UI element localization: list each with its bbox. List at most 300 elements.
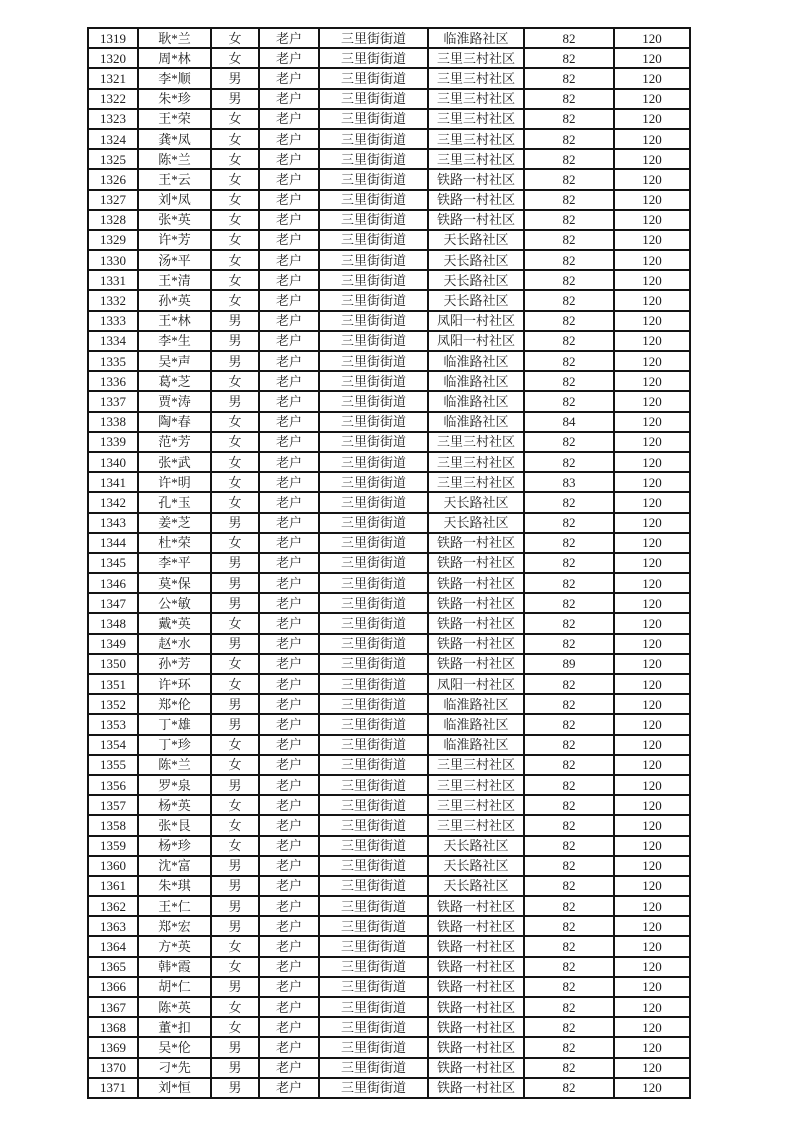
table-cell: 83 xyxy=(524,472,614,492)
table-cell: 三里街街道 xyxy=(319,876,428,896)
table-cell: 82 xyxy=(524,129,614,149)
table-row xyxy=(88,775,690,795)
table-cell: 三里街街道 xyxy=(319,654,428,674)
table-cell: 120 xyxy=(614,270,690,290)
table-cell: 天长路社区 xyxy=(428,836,524,856)
table-cell: 临淮路社区 xyxy=(428,412,524,432)
table-cell: 三里街街道 xyxy=(319,331,428,351)
table-cell: 120 xyxy=(614,371,690,391)
table-cell: 120 xyxy=(614,573,690,593)
table-cell: 老户 xyxy=(259,896,319,916)
table-cell: 老户 xyxy=(259,735,319,755)
table-row xyxy=(88,48,690,68)
table-cell: 老户 xyxy=(259,250,319,270)
table-cell: 82 xyxy=(524,573,614,593)
table-cell: 三里三村社区 xyxy=(428,432,524,452)
table-cell: 老户 xyxy=(259,472,319,492)
table-cell: 老户 xyxy=(259,351,319,371)
table-cell: 临淮路社区 xyxy=(428,735,524,755)
table-cell: 男 xyxy=(211,856,259,876)
table-cell: 82 xyxy=(524,1017,614,1037)
table-row xyxy=(88,694,690,714)
table-cell: 三里街街道 xyxy=(319,735,428,755)
table-cell: 罗*泉 xyxy=(138,775,211,795)
table-cell: 李*平 xyxy=(138,553,211,573)
table-cell: 1336 xyxy=(88,371,138,391)
table-cell: 三里街街道 xyxy=(319,957,428,977)
table-cell: 82 xyxy=(524,593,614,613)
table-row xyxy=(88,190,690,210)
table-cell: 铁路一村社区 xyxy=(428,1017,524,1037)
table-cell: 82 xyxy=(524,977,614,997)
table-cell: 女 xyxy=(211,795,259,815)
table-cell: 老户 xyxy=(259,613,319,633)
table-cell: 1319 xyxy=(88,28,138,48)
table-cell: 老户 xyxy=(259,270,319,290)
table-cell: 女 xyxy=(211,48,259,68)
table-cell: 老户 xyxy=(259,553,319,573)
table-cell: 三里街街道 xyxy=(319,1017,428,1037)
table-cell: 120 xyxy=(614,957,690,977)
table-cell: 女 xyxy=(211,936,259,956)
table-cell: 老户 xyxy=(259,936,319,956)
table-cell: 老户 xyxy=(259,654,319,674)
table-cell: 120 xyxy=(614,472,690,492)
table-cell: 120 xyxy=(614,89,690,109)
table-cell: 三里街街道 xyxy=(319,977,428,997)
table-cell: 82 xyxy=(524,331,614,351)
table-cell: 男 xyxy=(211,1037,259,1057)
table-cell: 1325 xyxy=(88,149,138,169)
table-cell: 铁路一村社区 xyxy=(428,190,524,210)
table-cell: 老户 xyxy=(259,634,319,654)
table-row xyxy=(88,714,690,734)
table-cell: 120 xyxy=(614,68,690,88)
table-cell: 120 xyxy=(614,230,690,250)
table-cell: 三里街街道 xyxy=(319,109,428,129)
table-cell: 老户 xyxy=(259,412,319,432)
table-cell: 82 xyxy=(524,735,614,755)
table-cell: 82 xyxy=(524,89,614,109)
table-cell: 三里街街道 xyxy=(319,89,428,109)
table-cell: 1363 xyxy=(88,916,138,936)
table-cell: 三里街街道 xyxy=(319,412,428,432)
table-cell: 1357 xyxy=(88,795,138,815)
table-row xyxy=(88,553,690,573)
table-cell: 82 xyxy=(524,997,614,1017)
table-cell: 1366 xyxy=(88,977,138,997)
table-cell: 三里街街道 xyxy=(319,714,428,734)
table-cell: 82 xyxy=(524,916,614,936)
table-cell: 男 xyxy=(211,775,259,795)
table-cell: 82 xyxy=(524,250,614,270)
table-cell: 120 xyxy=(614,28,690,48)
table-cell: 三里街街道 xyxy=(319,230,428,250)
table-cell: 老户 xyxy=(259,371,319,391)
table-cell: 三里街街道 xyxy=(319,674,428,694)
table-cell: 郑*宏 xyxy=(138,916,211,936)
table-cell: 三里街街道 xyxy=(319,48,428,68)
table-cell: 女 xyxy=(211,674,259,694)
table-row xyxy=(88,250,690,270)
table-cell: 女 xyxy=(211,472,259,492)
table-row xyxy=(88,210,690,230)
table-cell: 刁*先 xyxy=(138,1058,211,1078)
table-cell: 三里街街道 xyxy=(319,129,428,149)
table-cell: 李*顺 xyxy=(138,68,211,88)
table-cell: 1327 xyxy=(88,190,138,210)
table-cell: 方*英 xyxy=(138,936,211,956)
table-row xyxy=(88,290,690,310)
table-cell: 女 xyxy=(211,492,259,512)
table-row xyxy=(88,735,690,755)
table-cell: 1364 xyxy=(88,936,138,956)
table-cell: 女 xyxy=(211,836,259,856)
table-cell: 杨*英 xyxy=(138,795,211,815)
table-cell: 男 xyxy=(211,331,259,351)
resident-roster-table xyxy=(87,27,691,1099)
table-cell: 老户 xyxy=(259,714,319,734)
table-cell: 老户 xyxy=(259,573,319,593)
table-row xyxy=(88,997,690,1017)
table-cell: 老户 xyxy=(259,129,319,149)
table-cell: 82 xyxy=(524,351,614,371)
table-cell: 男 xyxy=(211,513,259,533)
table-cell: 82 xyxy=(524,68,614,88)
table-row xyxy=(88,916,690,936)
table-cell: 临淮路社区 xyxy=(428,694,524,714)
table-row xyxy=(88,452,690,472)
table-cell: 120 xyxy=(614,169,690,189)
table-cell: 三里街街道 xyxy=(319,311,428,331)
table-cell: 1359 xyxy=(88,836,138,856)
table-cell: 三里街街道 xyxy=(319,492,428,512)
table-row xyxy=(88,270,690,290)
table-cell: 龚*凤 xyxy=(138,129,211,149)
table-cell: 82 xyxy=(524,553,614,573)
table-cell: 1348 xyxy=(88,613,138,633)
table-cell: 老户 xyxy=(259,89,319,109)
table-cell: 老户 xyxy=(259,311,319,331)
table-cell: 1353 xyxy=(88,714,138,734)
table-cell: 120 xyxy=(614,694,690,714)
table-cell: 女 xyxy=(211,432,259,452)
table-cell: 铁路一村社区 xyxy=(428,1078,524,1098)
table-cell: 82 xyxy=(524,634,614,654)
table-cell: 天长路社区 xyxy=(428,270,524,290)
table-cell: 1320 xyxy=(88,48,138,68)
table-cell: 1332 xyxy=(88,290,138,310)
table-cell: 朱*珍 xyxy=(138,89,211,109)
table-cell: 天长路社区 xyxy=(428,250,524,270)
table-cell: 1334 xyxy=(88,331,138,351)
table-cell: 120 xyxy=(614,634,690,654)
table-cell: 男 xyxy=(211,1058,259,1078)
table-cell: 胡*仁 xyxy=(138,977,211,997)
table-cell: 89 xyxy=(524,654,614,674)
table-cell: 三里街街道 xyxy=(319,432,428,452)
table-cell: 120 xyxy=(614,412,690,432)
table-cell: 82 xyxy=(524,836,614,856)
table-cell: 120 xyxy=(614,755,690,775)
table-cell: 女 xyxy=(211,129,259,149)
table-cell: 老户 xyxy=(259,190,319,210)
table-cell: 1328 xyxy=(88,210,138,230)
table-cell: 老户 xyxy=(259,28,319,48)
table-cell: 女 xyxy=(211,230,259,250)
table-cell: 1326 xyxy=(88,169,138,189)
table-cell: 82 xyxy=(524,795,614,815)
table-cell: 120 xyxy=(614,109,690,129)
table-cell: 老户 xyxy=(259,674,319,694)
table-row xyxy=(88,573,690,593)
table-cell: 1360 xyxy=(88,856,138,876)
table-row xyxy=(88,1037,690,1057)
table-cell: 老户 xyxy=(259,1017,319,1037)
table-row xyxy=(88,836,690,856)
table-cell: 姜*芝 xyxy=(138,513,211,533)
table-cell: 120 xyxy=(614,331,690,351)
table-cell: 老户 xyxy=(259,513,319,533)
table-cell: 82 xyxy=(524,48,614,68)
table-cell: 120 xyxy=(614,735,690,755)
table-cell: 82 xyxy=(524,1037,614,1057)
table-cell: 三里街街道 xyxy=(319,169,428,189)
table-cell: 铁路一村社区 xyxy=(428,1037,524,1057)
table-cell: 1370 xyxy=(88,1058,138,1078)
table-cell: 三里街街道 xyxy=(319,553,428,573)
table-cell: 李*生 xyxy=(138,331,211,351)
table-row xyxy=(88,351,690,371)
table-cell: 82 xyxy=(524,190,614,210)
table-row xyxy=(88,371,690,391)
table-cell: 天长路社区 xyxy=(428,876,524,896)
table-row xyxy=(88,896,690,916)
table-cell: 铁路一村社区 xyxy=(428,936,524,956)
table-cell: 82 xyxy=(524,290,614,310)
table-cell: 天长路社区 xyxy=(428,492,524,512)
table-cell: 女 xyxy=(211,149,259,169)
table-cell: 老户 xyxy=(259,391,319,411)
table-cell: 老户 xyxy=(259,149,319,169)
table-cell: 三里街街道 xyxy=(319,916,428,936)
table-cell: 公*敏 xyxy=(138,593,211,613)
table-cell: 120 xyxy=(614,48,690,68)
table-cell: 1324 xyxy=(88,129,138,149)
table-row xyxy=(88,230,690,250)
table-cell: 120 xyxy=(614,190,690,210)
table-cell: 1335 xyxy=(88,351,138,371)
table-cell: 82 xyxy=(524,492,614,512)
table-cell: 1369 xyxy=(88,1037,138,1057)
table-cell: 1367 xyxy=(88,997,138,1017)
table-row xyxy=(88,412,690,432)
table-cell: 120 xyxy=(614,795,690,815)
table-cell: 女 xyxy=(211,815,259,835)
table-cell: 三里三村社区 xyxy=(428,109,524,129)
table-row xyxy=(88,149,690,169)
table-row xyxy=(88,391,690,411)
table-cell: 120 xyxy=(614,432,690,452)
table-cell: 董*扣 xyxy=(138,1017,211,1037)
table-cell: 刘*恒 xyxy=(138,1078,211,1098)
table-cell: 老户 xyxy=(259,48,319,68)
table-row xyxy=(88,472,690,492)
table-cell: 82 xyxy=(524,1058,614,1078)
table-cell: 1329 xyxy=(88,230,138,250)
table-cell: 女 xyxy=(211,270,259,290)
table-cell: 葛*芝 xyxy=(138,371,211,391)
table-cell: 老户 xyxy=(259,290,319,310)
table-row xyxy=(88,129,690,149)
table-cell: 杨*珍 xyxy=(138,836,211,856)
table-cell: 82 xyxy=(524,109,614,129)
table-row xyxy=(88,795,690,815)
table-cell: 女 xyxy=(211,1017,259,1037)
table-cell: 老户 xyxy=(259,492,319,512)
table-cell: 老户 xyxy=(259,997,319,1017)
table-cell: 三里街街道 xyxy=(319,351,428,371)
table-cell: 三里街街道 xyxy=(319,513,428,533)
table-cell: 凤阳一村社区 xyxy=(428,674,524,694)
table-cell: 临淮路社区 xyxy=(428,351,524,371)
table-cell: 老户 xyxy=(259,452,319,472)
table-cell: 1351 xyxy=(88,674,138,694)
table-cell: 120 xyxy=(614,654,690,674)
table-cell: 女 xyxy=(211,654,259,674)
table-cell: 三里街街道 xyxy=(319,1037,428,1057)
table-cell: 82 xyxy=(524,613,614,633)
table-cell: 1356 xyxy=(88,775,138,795)
table-cell: 铁路一村社区 xyxy=(428,210,524,230)
table-cell: 三里街街道 xyxy=(319,391,428,411)
table-cell: 老户 xyxy=(259,230,319,250)
table-row xyxy=(88,109,690,129)
table-cell: 1340 xyxy=(88,452,138,472)
table-cell: 三里街街道 xyxy=(319,149,428,169)
table-cell: 三里三村社区 xyxy=(428,129,524,149)
table-cell: 铁路一村社区 xyxy=(428,593,524,613)
table-cell: 女 xyxy=(211,210,259,230)
table-cell: 120 xyxy=(614,129,690,149)
table-cell: 三里三村社区 xyxy=(428,48,524,68)
table-cell: 120 xyxy=(614,896,690,916)
table-row xyxy=(88,613,690,633)
table-cell: 丁*珍 xyxy=(138,735,211,755)
table-cell: 天长路社区 xyxy=(428,230,524,250)
table-cell: 铁路一村社区 xyxy=(428,533,524,553)
table-cell: 女 xyxy=(211,755,259,775)
table-cell: 120 xyxy=(614,290,690,310)
table-row xyxy=(88,674,690,694)
table-cell: 1362 xyxy=(88,896,138,916)
table-cell: 孙*英 xyxy=(138,290,211,310)
table-cell: 临淮路社区 xyxy=(428,714,524,734)
table-cell: 铁路一村社区 xyxy=(428,916,524,936)
table-cell: 1365 xyxy=(88,957,138,977)
table-cell: 120 xyxy=(614,513,690,533)
table-cell: 女 xyxy=(211,957,259,977)
table-cell: 周*林 xyxy=(138,48,211,68)
table-cell: 朱*琪 xyxy=(138,876,211,896)
table-cell: 老户 xyxy=(259,331,319,351)
table-cell: 女 xyxy=(211,290,259,310)
table-cell: 许*明 xyxy=(138,472,211,492)
table-cell: 120 xyxy=(614,815,690,835)
table-cell: 82 xyxy=(524,815,614,835)
table-cell: 男 xyxy=(211,876,259,896)
table-cell: 82 xyxy=(524,694,614,714)
table-cell: 郑*伦 xyxy=(138,694,211,714)
table-cell: 三里街街道 xyxy=(319,613,428,633)
table-cell: 凤阳一村社区 xyxy=(428,311,524,331)
table-cell: 1355 xyxy=(88,755,138,775)
table-cell: 老户 xyxy=(259,694,319,714)
table-cell: 82 xyxy=(524,714,614,734)
table-cell: 老户 xyxy=(259,109,319,129)
table-cell: 吴*伦 xyxy=(138,1037,211,1057)
table-cell: 三里街街道 xyxy=(319,28,428,48)
table-cell: 三里街街道 xyxy=(319,755,428,775)
table-row xyxy=(88,936,690,956)
table-cell: 1368 xyxy=(88,1017,138,1037)
table-cell: 三里三村社区 xyxy=(428,149,524,169)
table-cell: 老户 xyxy=(259,815,319,835)
table-row xyxy=(88,856,690,876)
table-cell: 三里三村社区 xyxy=(428,472,524,492)
table-cell: 铁路一村社区 xyxy=(428,997,524,1017)
table-cell: 120 xyxy=(614,250,690,270)
table-cell: 耿*兰 xyxy=(138,28,211,48)
table-cell: 82 xyxy=(524,936,614,956)
table-cell: 男 xyxy=(211,916,259,936)
table-cell: 82 xyxy=(524,775,614,795)
table-cell: 三里街街道 xyxy=(319,815,428,835)
table-cell: 许*芳 xyxy=(138,230,211,250)
table-cell: 三里街街道 xyxy=(319,856,428,876)
table-cell: 1321 xyxy=(88,68,138,88)
table-cell: 陶*春 xyxy=(138,412,211,432)
table-cell: 1354 xyxy=(88,735,138,755)
table-cell: 82 xyxy=(524,452,614,472)
table-cell: 82 xyxy=(524,674,614,694)
table-cell: 120 xyxy=(614,856,690,876)
table-cell: 临淮路社区 xyxy=(428,28,524,48)
table-row xyxy=(88,169,690,189)
table-cell: 陈*兰 xyxy=(138,149,211,169)
table-cell: 男 xyxy=(211,714,259,734)
table-cell: 120 xyxy=(614,1078,690,1098)
table-cell: 82 xyxy=(524,149,614,169)
table-cell: 82 xyxy=(524,432,614,452)
table-cell: 男 xyxy=(211,694,259,714)
table-cell: 120 xyxy=(614,714,690,734)
table-cell: 三里街街道 xyxy=(319,896,428,916)
table-cell: 1345 xyxy=(88,553,138,573)
table-cell: 女 xyxy=(211,28,259,48)
table-cell: 老户 xyxy=(259,1078,319,1098)
table-cell: 王*林 xyxy=(138,311,211,331)
table-cell: 82 xyxy=(524,957,614,977)
table-cell: 1371 xyxy=(88,1078,138,1098)
table-row xyxy=(88,755,690,775)
table-cell: 120 xyxy=(614,674,690,694)
table-cell: 临淮路社区 xyxy=(428,391,524,411)
table-cell: 82 xyxy=(524,896,614,916)
table-body xyxy=(88,28,690,1098)
table-cell: 老户 xyxy=(259,977,319,997)
table-cell: 张*武 xyxy=(138,452,211,472)
